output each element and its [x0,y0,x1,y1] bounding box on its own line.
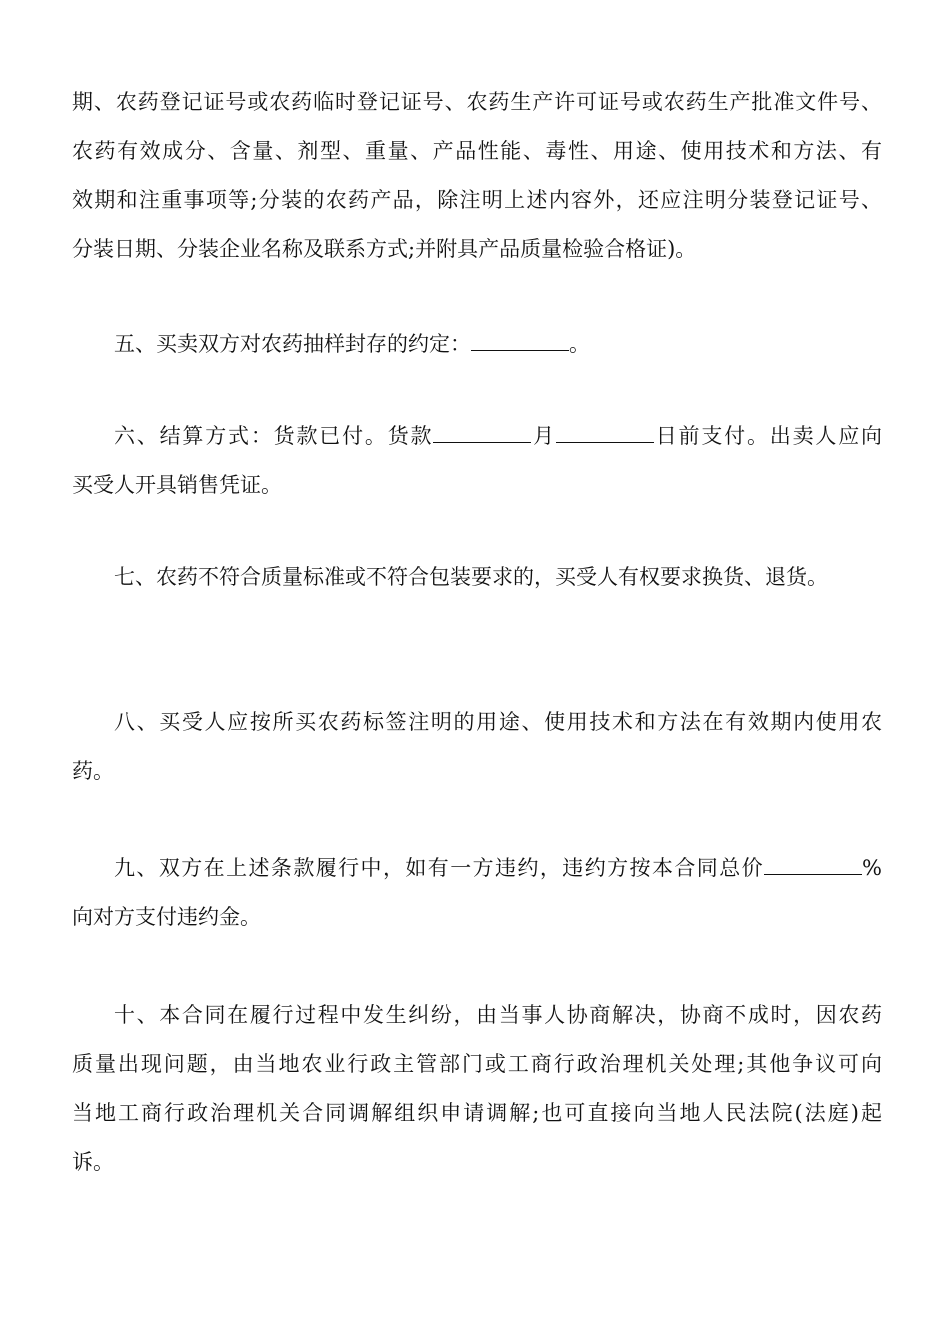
clause-9-line-2: 向对方支付违约金。 [72,905,261,929]
clause-8-line-1: 八、买受人应按所买农药标签注明的用途、使用技术和方法在有效期内使用农 [114,710,882,734]
clause-9-text-a: 九、双方在上述条款履行中，如有一方违约，违约方按本合同总价 [114,856,765,880]
sampling-agreement-blank[interactable] [471,332,569,351]
intro-paragraph [72,78,882,274]
clause-10-line-4: 诉。 [72,1150,114,1174]
intro-line-1: 期、农药登记证号或农药临时登记证号、农药生产许可证号或农药生产批准文件号、 [72,90,882,114]
clause-10-line-1: 十、本合同在履行过程中发生纠纷，由当事人协商解决，协商不成时，因农药 [114,1003,882,1027]
clause-8-line-2: 药。 [72,759,114,783]
clause-9-line-1 [72,844,882,893]
clause-8 [72,698,882,796]
clause-6-text-a: 六、结算方式：货款已付。货款 [114,424,434,448]
intro-line-3: 效期和注重事项等;分装的农药产品，除注明上述内容外，还应注明分装登记证号、 [72,188,882,212]
clause-9-percent: % [862,856,882,880]
clause-5-line-1 [72,320,882,369]
clause-5-text: 五、买卖双方对农药抽样封存的约定： [114,332,471,356]
contract-page [72,78,882,1187]
payment-month-blank[interactable] [433,424,531,443]
payment-day-blank[interactable] [556,424,654,443]
clause-6-text-c: 日前支付。出卖人应向 [653,424,882,448]
intro-line-2: 农药有效成分、含量、剂型、重量、产品性能、毒性、用途、使用技术和方法、有 [72,139,882,163]
clause-7-line-1: 七、农药不符合质量标准或不符合包装要求的，买受人有权要求换货、退货。 [114,565,828,589]
penalty-percent-blank[interactable] [764,856,862,875]
clause-6-line-1 [72,412,882,461]
clause-6-line-2: 买受人开具销售凭证。 [72,473,282,497]
clause-9 [72,844,882,942]
clause-7 [72,553,882,602]
clause-5-end: 。 [569,332,590,356]
clause-10-line-2: 质量出现问题，由当地农业行政主管部门或工商行政治理机关处理;其他争议可向 [72,1052,882,1076]
clause-6-text-b: 月 [531,424,556,448]
clause-10-line-3: 当地工商行政治理机关合同调解组织申请调解;也可直接向当地人民法院(法庭)起 [72,1101,882,1125]
intro-line-4: 分装日期、分装企业名称及联系方式;并附具产品质量检验合格证)。 [72,237,697,261]
clause-5 [72,320,882,369]
clause-6 [72,412,882,510]
clause-10 [72,991,882,1187]
